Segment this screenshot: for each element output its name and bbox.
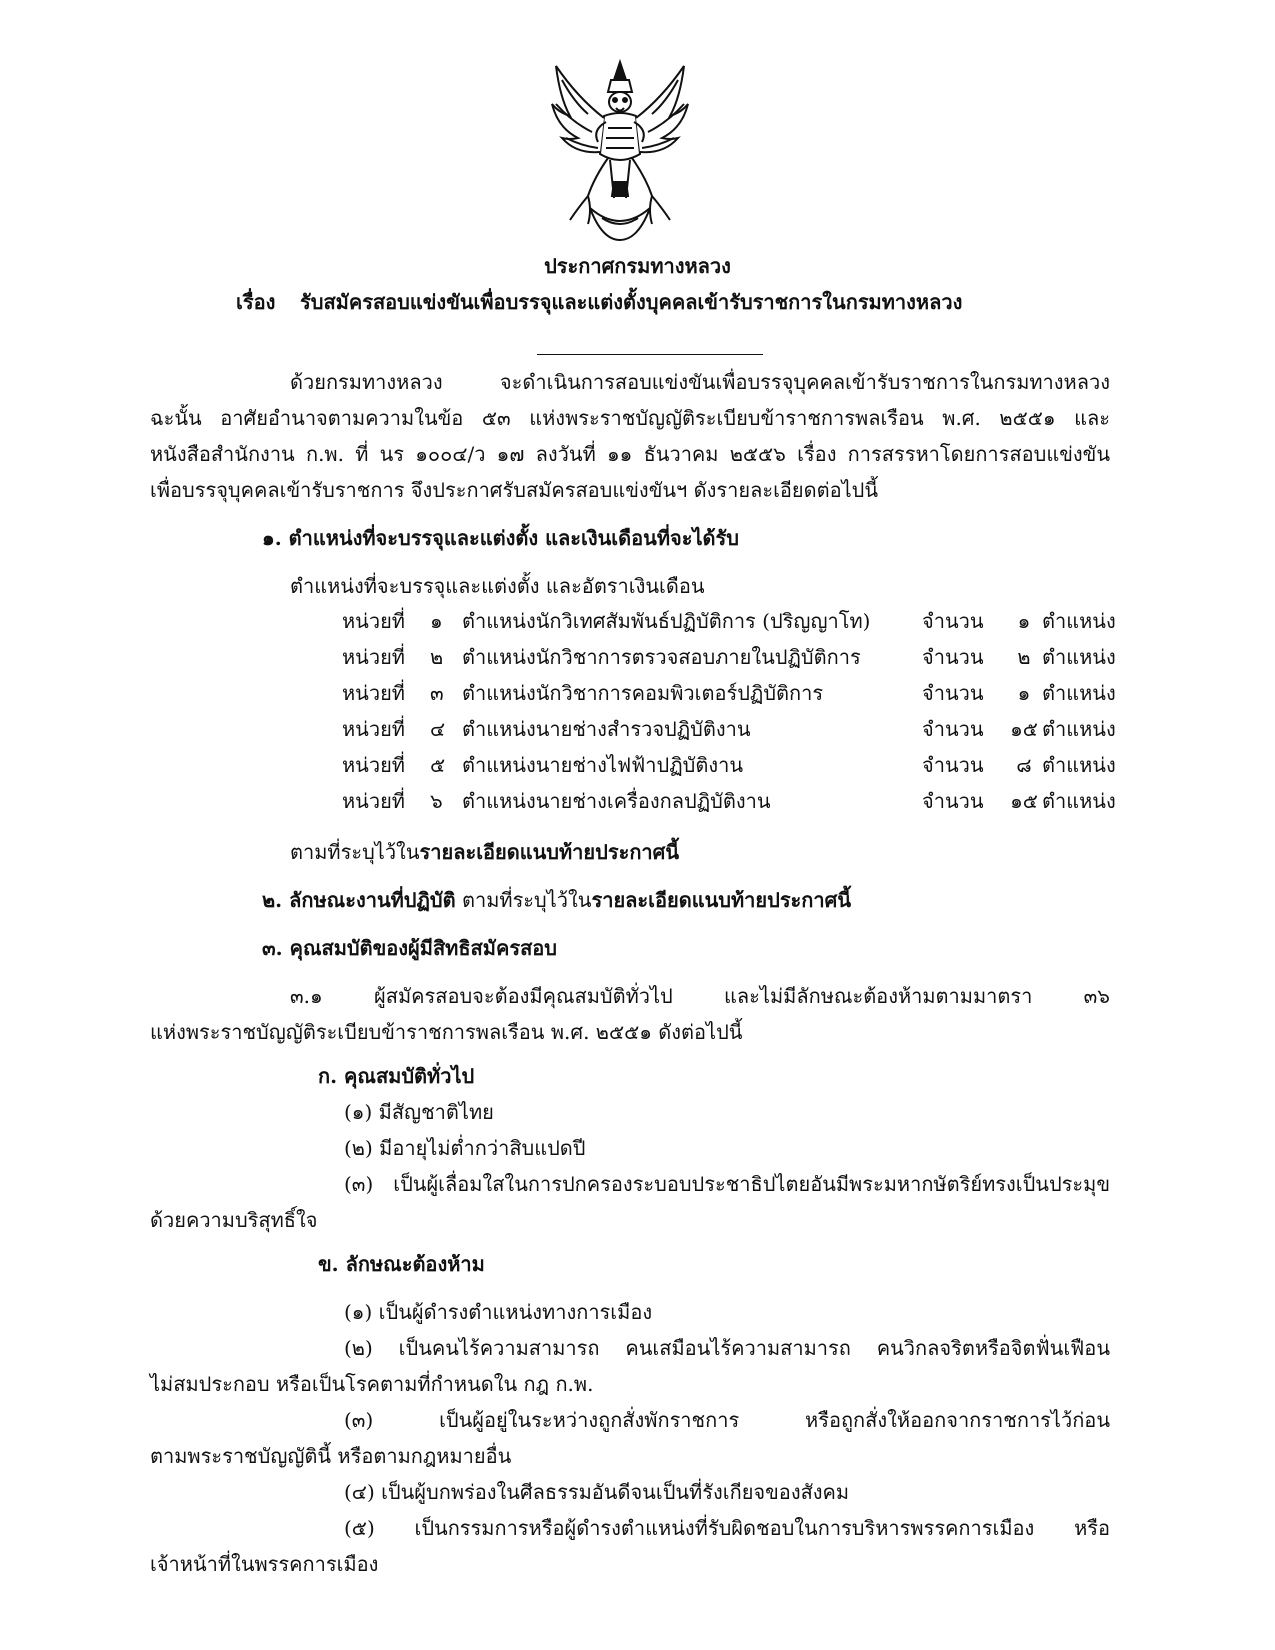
unit-count-label: จำนวน [922,645,984,669]
unit-label: หน่วยที่ [342,717,405,741]
unit-number: ๒ [430,645,444,669]
section-1-note-prefix: ตามที่ระบุไว้ใน [290,840,420,864]
intro-line-4: เพื่อบรรจุบุคคลเข้ารับราชการ จึงประกาศรับสมัครสอบแข่งขันฯ ดังรายละเอียดต่อไปนี้ [150,478,879,502]
unit-label: หน่วยที่ [342,681,405,705]
unit-number: ๔ [430,717,446,741]
section-1-heading: ๑. ตำแหน่งที่จะบรรจุและแต่งตั้ง และเงินเดือนที่จะได้รับ [262,526,739,550]
unit-row [342,750,1116,780]
section-3-1-line-2: แห่งพระราชบัญญัติระเบียบข้าราชการพลเรือน พ.ศ. ๒๕๕๑ ดังต่อไปนี้ [150,1020,743,1044]
unit-title: ตำแหน่งนักวิชาการคอมพิวเตอร์ปฏิบัติการ [462,681,824,705]
section-3-1-line-1: ๓.๑ ผู้สมัครสอบจะต้องมีคุณสมบัติทั่วไป และไม่มีลักษณะต้องห้ามตามมาตรา ๓๖ [290,984,1110,1008]
unit-suffix: ตำแหน่ง [1042,753,1116,777]
subject-label: เรื่อง [236,290,276,314]
section-2-text: ตามที่ระบุไว้ใน [455,888,592,912]
prohibited-item-4: (๔) เป็นผู้บกพร่องในศีลธรรมอันดีจนเป็นที่รังเกียจของสังคม [344,1480,850,1504]
section-1-subheading: ตำแหน่งที่จะบรรจุและแต่งตั้ง และอัตราเงินเดือน [290,574,705,598]
prohibited-item-5-line-2: เจ้าหน้าที่ในพรรคการเมือง [150,1552,379,1576]
unit-count-label: จำนวน [922,681,984,705]
prohibited-heading: ข. ลักษณะต้องห้าม [318,1252,485,1276]
unit-label: หน่วยที่ [342,645,405,669]
unit-row [342,642,1116,672]
unit-suffix: ตำแหน่ง [1042,717,1116,741]
unit-title: ตำแหน่งนายช่างเครื่องกลปฏิบัติงาน [462,789,771,813]
subject-text: รับสมัครสอบแข่งขันเพื่อบรรจุและแต่งตั้งบุคคลเข้ารับราชการในกรมทางหลวง [300,290,963,314]
unit-title: ตำแหน่งนักวิชาการตรวจสอบภายในปฏิบัติการ [462,645,861,669]
garuda-emblem-icon [548,58,692,242]
unit-count-label: จำนวน [922,717,984,741]
unit-row [342,606,1116,636]
intro-line-3: หนังสือสำนักงาน ก.พ. ที่ นร ๑๐๐๔/ว ๑๗ ลงวันที่ ๑๑ ธันวาคม ๒๕๕๖ เรื่อง การสรรหาโดยการสอบแข่งขัน [150,442,1110,466]
unit-count: ๑๕ [1010,717,1038,741]
title-divider [537,354,763,355]
general-qualifications-heading: ก. คุณสมบัติทั่วไป [318,1064,475,1088]
unit-row [342,714,1116,744]
unit-suffix: ตำแหน่ง [1042,789,1116,813]
unit-title: ตำแหน่งนายช่างสำรวจปฏิบัติงาน [462,717,751,741]
prohibited-item-5-line-1: (๕) เป็นกรรมการหรือผู้ดำรงตำแหน่งที่รับผิดชอบในการบริหารพรรคการเมือง หรือ [344,1516,1110,1540]
intro-line-1: ด้วยกรมทางหลวง จะดำเนินการสอบแข่งขันเพื่อบรรจุบุคคลเข้ารับราชการในกรมทางหลวง [290,370,1110,394]
prohibited-item-1: (๑) เป็นผู้ดำรงตำแหน่งทางการเมือง [344,1300,653,1324]
section-1-note-bold: รายละเอียดแนบท้ายประกาศนี้ [419,840,680,864]
unit-number: ๕ [430,753,446,777]
section-1-note [290,838,679,866]
unit-label: หน่วยที่ [342,753,405,777]
unit-row [342,786,1116,816]
general-item-2: (๒) มีอายุไม่ต่ำกว่าสิบแปดปี [344,1136,586,1160]
general-item-3-line-1: (๓) เป็นผู้เลื่อมใสในการปกครองระบอบประชาธิปไตยอันมีพระมหากษัตริย์ทรงเป็นประมุข [344,1172,1110,1196]
section-2 [262,886,851,914]
unit-count: ๒ [1017,645,1031,669]
unit-count: ๑ [1017,681,1031,705]
unit-suffix: ตำแหน่ง [1042,645,1116,669]
general-item-3-line-2: ด้วยความบริสุทธิ์ใจ [150,1208,318,1232]
unit-count-label: จำนวน [922,789,984,813]
general-item-1: (๑) มีสัญชาติไทย [344,1100,494,1124]
section-3-heading: ๓. คุณสมบัติของผู้มีสิทธิสมัครสอบ [262,936,557,960]
unit-count-label: จำนวน [922,753,984,777]
unit-title: ตำแหน่งนายช่างไฟฟ้าปฏิบัติงาน [462,753,744,777]
prohibited-item-2-line-2: ไม่สมประกอบ หรือเป็นโรคตามที่กำหนดใน กฎ ก.พ. [150,1372,594,1396]
section-2-heading: ๒. ลักษณะงานที่ปฏิบัติ [262,888,456,912]
prohibited-item-2-line-1: (๒) เป็นคนไร้ความสามารถ คนเสมือนไร้ความสามารถ คนวิกลจริตหรือจิตฟั่นเฟือน [344,1336,1110,1360]
prohibited-item-3-line-2: ตามพระราชบัญญัตินี้ หรือตามกฎหมายอื่น [150,1444,512,1468]
unit-suffix: ตำแหน่ง [1042,681,1116,705]
intro-line-2: ฉะนั้น อาศัยอำนาจตามความในข้อ ๕๓ แห่งพระราชบัญญัติระเบียบข้าราชการพลเรือน พ.ศ. ๒๕๕๑ และ [150,406,1110,430]
unit-label: หน่วยที่ [342,609,405,633]
unit-number: ๑ [430,609,443,633]
unit-count: ๑๕ [1010,789,1038,813]
unit-count: ๘ [1016,753,1032,777]
unit-count-label: จำนวน [922,609,984,633]
unit-label: หน่วยที่ [342,789,405,813]
unit-title: ตำแหน่งนักวิเทศสัมพันธ์ปฏิบัติการ (ปริญญาโท) [462,609,871,633]
section-2-bold-tail: รายละเอียดแนบท้ายประกาศนี้ [591,888,852,912]
unit-row [342,678,1116,708]
announcement-title: ประกาศกรมทางหลวง [544,254,731,278]
unit-suffix: ตำแหน่ง [1042,609,1116,633]
unit-count: ๑ [1017,609,1031,633]
unit-number: ๖ [430,789,443,813]
prohibited-item-3-line-1: (๓) เป็นผู้อยู่ในระหว่างถูกสั่งพักราชการ หรือถูกสั่งให้ออกจากราชการไว้ก่อน [344,1408,1110,1432]
unit-number: ๓ [430,681,444,705]
